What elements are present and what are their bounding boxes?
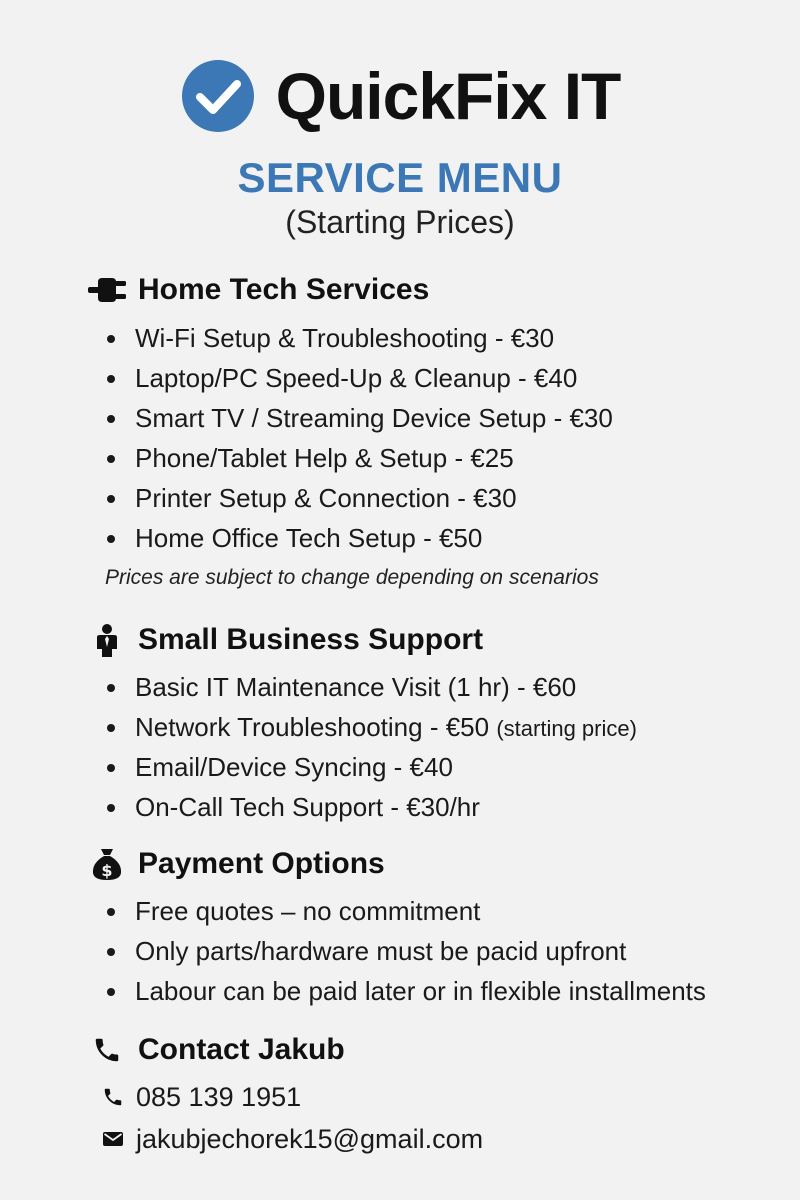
list-item: Phone/Tablet Help & Setup - €25 [88, 438, 788, 478]
envelope-icon [100, 1126, 126, 1152]
list-item [88, 707, 788, 747]
person-icon [88, 623, 126, 657]
menu-title: SERVICE MENU [237, 154, 563, 201]
section-title: Contact Jakub [138, 1033, 345, 1066]
plug-icon [88, 273, 126, 307]
list-item: Smart TV / Streaming Device Setup - €30 [88, 398, 788, 438]
section-payment [88, 844, 788, 1011]
check-circle-icon [180, 58, 256, 134]
list-item: Basic IT Maintenance Visit (1 hr) - €60 [88, 667, 788, 707]
phone-icon [88, 1033, 126, 1067]
brand-name: QuickFix IT [275, 59, 621, 133]
list-item: Labour can be paid later or in flexible installments [88, 971, 788, 1011]
svg-text:$: $ [101, 861, 113, 880]
section-header [88, 270, 788, 310]
section-home-tech [88, 270, 788, 590]
email-line [88, 1118, 788, 1160]
section-header [88, 1030, 788, 1070]
section-header [88, 844, 788, 884]
price-note: Prices are subject to change depending on scenarios [105, 566, 599, 589]
list-item: Printer Setup & Connection - €30 [88, 478, 788, 518]
list-item: Wi-Fi Setup & Troubleshooting - €30 [88, 318, 788, 358]
list-item: On-Call Tech Support - €30/hr [88, 787, 788, 827]
section-title: Payment Options [138, 847, 385, 880]
menu-subtitle: (Starting Prices) [285, 204, 515, 240]
email-address[interactable]: jakubjechorek15@gmail.com [136, 1123, 484, 1154]
starting-price-note: (starting price) [496, 716, 637, 741]
contact-details [88, 1076, 788, 1160]
section-title: Home Tech Services [138, 273, 430, 306]
section-small-business [88, 620, 788, 827]
list-item: Only parts/hardware must be pacid upfront [88, 931, 788, 971]
list-item-text: Network Troubleshooting - €50 [135, 712, 490, 742]
list-item: Laptop/PC Speed-Up & Cleanup - €40 [88, 358, 788, 398]
brand-header [0, 58, 800, 134]
service-list [88, 318, 788, 558]
section-contact [88, 1030, 788, 1160]
money-bag-icon [88, 847, 126, 881]
phone-line [88, 1076, 788, 1118]
payment-list [88, 891, 788, 1011]
phone-number[interactable]: 085 139 1951 [136, 1081, 302, 1112]
section-header [88, 620, 788, 660]
section-title: Small Business Support [138, 623, 484, 656]
list-item: Email/Device Syncing - €40 [88, 747, 788, 787]
phone-icon [100, 1084, 126, 1110]
list-item: Free quotes – no commitment [88, 891, 788, 931]
list-item: Home Office Tech Setup - €50 [88, 518, 788, 558]
service-list [88, 667, 788, 827]
